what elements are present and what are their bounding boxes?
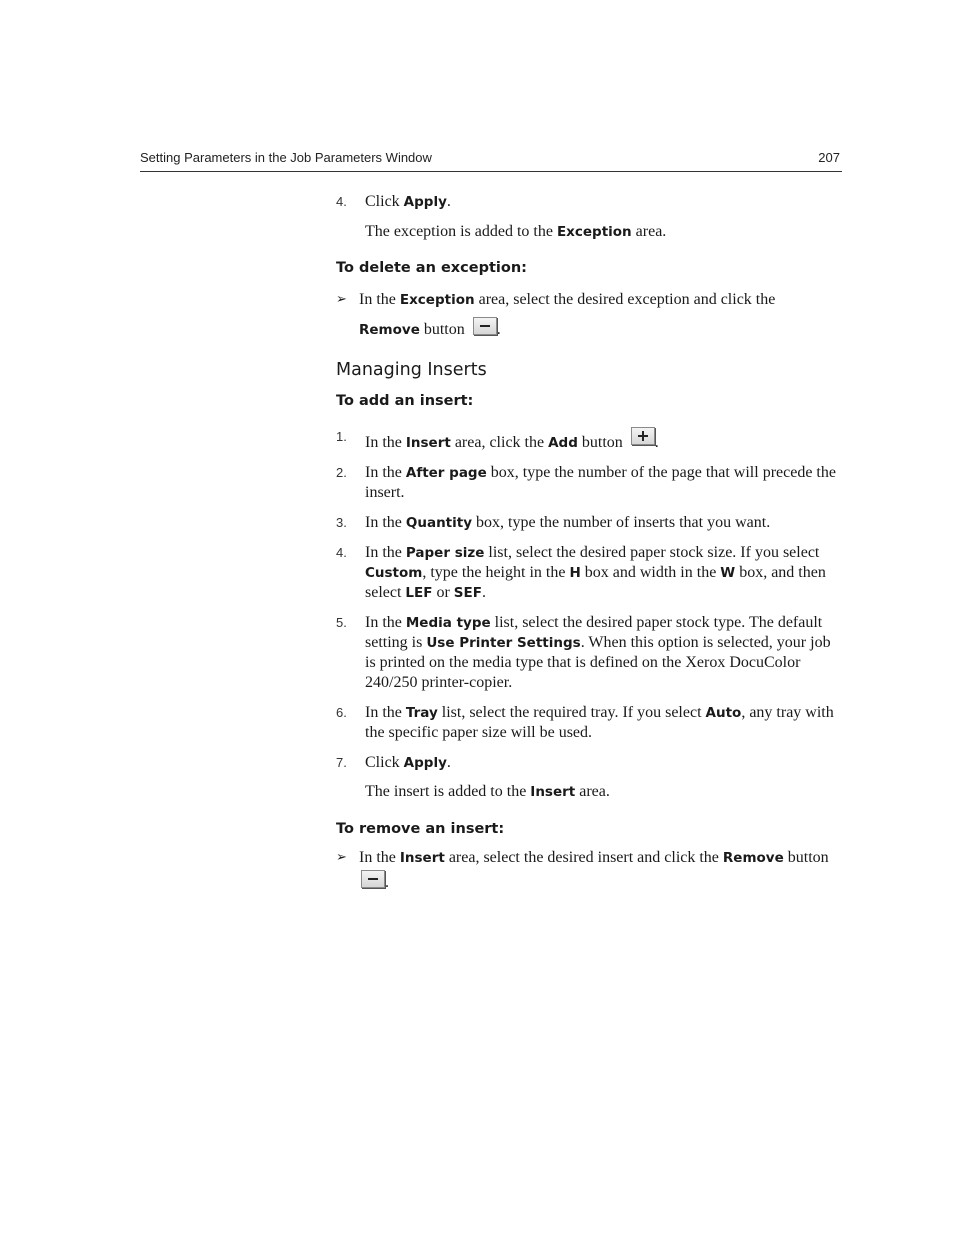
step-text: list, select the desired paper stock size. If you select [484,544,820,561]
step-text: In the [365,464,406,481]
bullet-text: button [419,321,469,338]
step-text: . [654,434,659,451]
remove-insert-heading: To remove an insert: [336,821,505,837]
page-number: 207 [818,150,840,165]
step-text: In the [365,544,406,561]
step-text: area, click the [450,434,549,451]
delete-exception-heading: To delete an exception: [336,260,527,276]
h-label: H [569,565,581,581]
insert-step [336,613,842,693]
bullet-text: button [783,849,829,866]
step-text: In the [365,704,406,721]
add-insert-heading: To add an insert: [336,393,474,409]
custom-label: Custom [365,565,423,581]
insert-step [336,427,842,453]
step-number: 3. [336,515,347,530]
step-text: box, type the number of inserts that you want. [472,514,771,531]
step-text: or [432,584,454,601]
insert-label: Insert [399,850,445,866]
bullet-text: area, select the desired insert and click the [444,849,723,866]
remove-button-icon [473,317,497,335]
result-text: area. [575,783,610,800]
step-text: Click [365,193,404,210]
bullet-text: . [496,321,501,338]
step-number: 6. [336,705,347,720]
step-text: box, and then select [365,564,826,601]
step-text: . [446,754,451,771]
use-printer-settings-label: Use Printer Settings [426,635,581,651]
step-text: , type the height in the [422,564,570,581]
step-number: 2. [336,465,347,480]
arrow-bullet-icon: ➢ [336,850,347,865]
step-number: 7. [336,755,347,770]
insert-step [336,463,842,503]
insert-label: Insert [530,784,576,800]
insert-label: Insert [405,435,451,451]
insert-step [336,753,842,773]
step-text: , any tray with the specific paper size will be used. [365,704,834,741]
step-text: . [481,584,486,601]
step-number: 4. [336,194,347,209]
apply-label: Apply [403,194,447,210]
insert-step [336,703,842,743]
apply-step [336,192,842,212]
step-text: . [446,193,451,210]
step-text: box and width in the [580,564,721,581]
running-header [140,149,842,172]
delete-exception-bullet [336,285,842,345]
step-number: 1. [336,429,347,444]
step-text: In the [365,614,406,631]
add-label: Add [548,435,578,451]
step-text: In the [365,434,406,451]
bullet-text: area, select the desired exception and click the [474,291,776,308]
insert-result [336,782,842,802]
header-title: Setting Parameters in the Job Parameters Window [140,150,432,165]
remove-insert-bullet [336,846,842,894]
step-text: button [577,434,627,451]
result-text: The insert is added to the [365,783,531,800]
arrow-bullet-icon: ➢ [336,292,347,307]
apply-label: Apply [403,755,447,771]
main-content [336,188,842,894]
insert-step [336,513,842,533]
managing-inserts-title: Managing Inserts [336,360,487,380]
exception-label: Exception [556,224,632,240]
step-text: Click [365,754,404,771]
auto-label: Auto [705,705,742,721]
step-text: . When this option is selected, your job is printed on the media type that is defined on the Xerox DocuColor 240/250 printer-copier. [365,634,831,691]
step-text: list, select the required tray. If you select [437,704,706,721]
step-text: box, type the number of the page that will precede the insert. [365,464,836,501]
result-text: area. [631,223,667,240]
exception-label: Exception [399,292,475,308]
step-text: In the [365,514,406,531]
remove-label: Remove [359,322,420,338]
bullet-text: . [385,874,389,891]
after-page-label: After page [405,465,487,481]
step-number: 4. [336,545,347,560]
insert-step [336,543,842,603]
bullet-text: In the [359,849,400,866]
remove-button-icon [361,870,385,888]
step-number: 5. [336,615,347,630]
tray-label: Tray [405,705,438,721]
remove-label: Remove [722,850,784,866]
media-type-label: Media type [405,615,491,631]
add-button-icon [631,427,655,445]
paper-size-label: Paper size [405,545,485,561]
result-text: The exception is added to the [365,223,557,240]
apply-result [336,222,842,242]
bullet-text: In the [359,291,400,308]
w-label: W [720,565,736,581]
lef-label: LEF [405,585,433,601]
quantity-label: Quantity [405,515,473,531]
sef-label: SEF [453,585,482,601]
step-text: list, select the desired paper stock type. The default setting is [365,614,823,651]
